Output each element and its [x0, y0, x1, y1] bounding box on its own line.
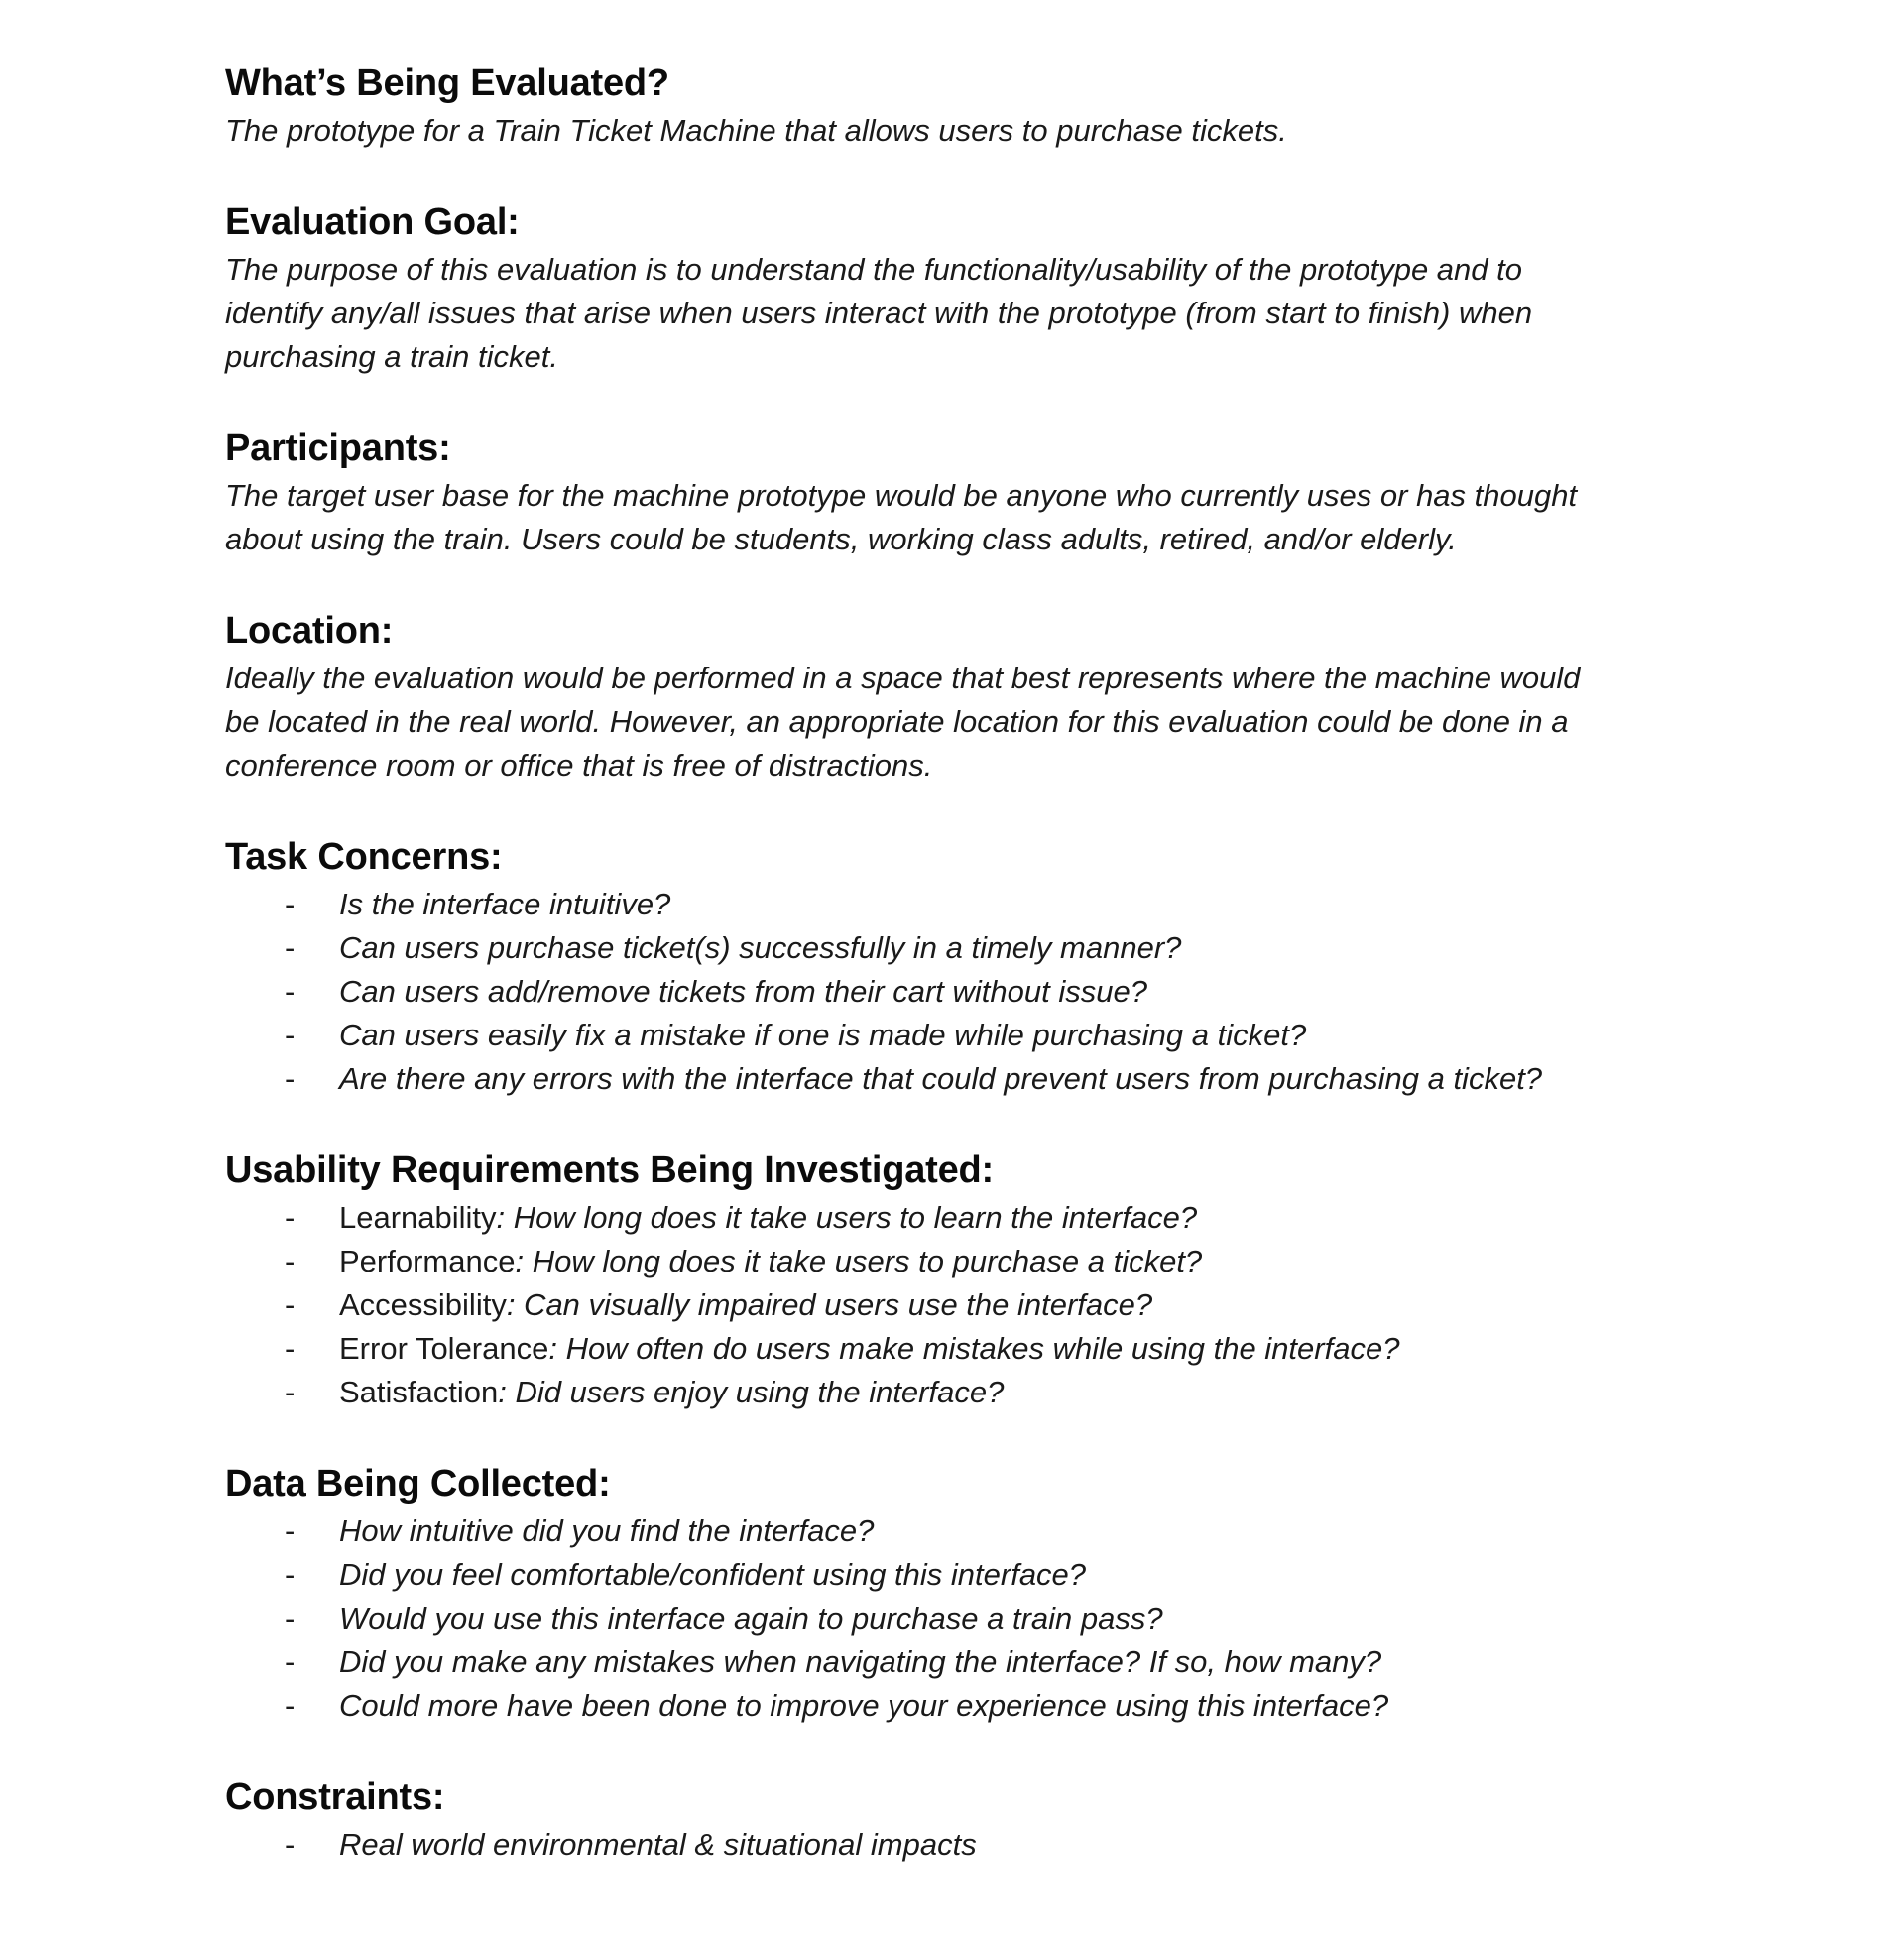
bullet-dash: -	[285, 1200, 296, 1235]
requirement-desc: : Can visually impaired users use the interface?	[506, 1287, 1153, 1322]
list-item	[225, 926, 1713, 970]
list-item	[225, 1327, 1713, 1371]
list-item	[225, 970, 1713, 1014]
heading-usability: Usability Requirements Being Investigated:	[225, 1150, 994, 1191]
list-item	[225, 1640, 1713, 1684]
bullet-dash: -	[285, 1601, 296, 1636]
bullet-dash: -	[285, 887, 296, 921]
bullet-dash: -	[285, 1557, 296, 1592]
requirement-term: Error Tolerance	[339, 1331, 549, 1366]
list-item	[225, 1823, 1713, 1867]
goal-line: purchasing a train ticket.	[225, 339, 559, 374]
bullet-dash: -	[285, 1827, 296, 1862]
location-line: be located in the real world. However, an appropriate location for this evaluation could be done in a	[225, 704, 1569, 739]
bullet-dash: -	[285, 1061, 296, 1096]
requirement-desc: : How long does it take users to purchase a ticket?	[515, 1244, 1203, 1278]
list-item-text: Could more have been done to improve your experience using this interface?	[339, 1688, 1389, 1723]
goal-line: The purpose of this evaluation is to understand the functionality/usability of the prototype and to	[225, 252, 1522, 287]
list-item	[225, 1371, 1713, 1414]
list-item-text: Did you feel comfortable/confident using this interface?	[339, 1557, 1087, 1592]
bullet-dash: -	[285, 1244, 296, 1278]
heading-data-collected: Data Being Collected:	[225, 1463, 611, 1505]
list-item	[225, 1240, 1713, 1283]
section-location	[225, 605, 1713, 788]
requirement-term: Accessibility	[339, 1287, 507, 1322]
usability-list	[225, 1196, 1713, 1414]
requirement-desc: : How long does it take users to learn the interface?	[496, 1200, 1198, 1235]
section-usability	[225, 1145, 1713, 1414]
task-concerns-list	[225, 883, 1713, 1101]
participants-line: about using the train. Users could be students, working class adults, retired, and/or elderly.	[225, 522, 1457, 556]
goal-line: identify any/all issues that arise when users interact with the prototype (from start to finish) when	[225, 296, 1533, 330]
bullet-dash: -	[285, 930, 296, 965]
list-item	[225, 1196, 1713, 1240]
requirement-desc: : Did users enjoy using the interface?	[498, 1375, 1005, 1409]
section-constraints	[225, 1771, 1713, 1867]
heading-goal: Evaluation Goal:	[225, 201, 520, 243]
section-goal	[225, 196, 1713, 379]
list-item-text: Is the interface intuitive?	[339, 887, 671, 921]
data-collected-list	[225, 1510, 1713, 1728]
list-item	[225, 1553, 1713, 1597]
heading-participants: Participants:	[225, 427, 451, 469]
bullet-dash: -	[285, 1375, 296, 1409]
requirement-desc: : How often do users make mistakes while using the interface?	[548, 1331, 1400, 1366]
participants-line: The target user base for the machine prototype would be anyone who currently uses or has thought	[225, 478, 1578, 513]
list-item	[225, 1283, 1713, 1327]
list-item	[225, 883, 1713, 926]
list-item-text: Would you use this interface again to purchase a train pass?	[339, 1601, 1163, 1636]
section-evaluated	[225, 58, 1713, 153]
location-line: conference room or office that is free of distractions.	[225, 748, 933, 783]
heading-constraints: Constraints:	[225, 1776, 445, 1818]
requirement-term: Satisfaction	[339, 1375, 499, 1409]
bullet-dash: -	[285, 1331, 296, 1366]
list-item-text: How intuitive did you find the interface?	[339, 1514, 875, 1548]
bullet-dash: -	[285, 1644, 296, 1679]
section-task-concerns	[225, 831, 1713, 1101]
bullet-dash: -	[285, 974, 296, 1009]
heading-evaluated: What’s Being Evaluated?	[225, 62, 669, 104]
list-item-text: Did you make any mistakes when navigating the interface? If so, how many?	[339, 1644, 1382, 1679]
requirement-term: Learnability	[339, 1200, 497, 1235]
location-line: Ideally the evaluation would be performed in a space that best represents where the machine would	[225, 661, 1581, 695]
list-item	[225, 1597, 1713, 1640]
evaluated-body: The prototype for a Train Ticket Machine that allows users to purchase tickets.	[225, 113, 1287, 148]
list-item-text: Can users add/remove tickets from their cart without issue?	[339, 974, 1147, 1009]
section-participants	[225, 423, 1713, 561]
list-item-text: Can users easily fix a mistake if one is made while purchasing a ticket?	[339, 1018, 1307, 1052]
bullet-dash: -	[285, 1688, 296, 1723]
document-page	[225, 58, 1713, 1867]
list-item	[225, 1014, 1713, 1057]
list-item	[225, 1057, 1713, 1101]
heading-task-concerns: Task Concerns:	[225, 836, 503, 878]
heading-location: Location:	[225, 610, 394, 652]
requirement-term: Performance	[339, 1244, 516, 1278]
constraints-list	[225, 1823, 1713, 1867]
list-item-text: Are there any errors with the interface that could prevent users from purchasing a ticket?	[339, 1061, 1543, 1096]
section-data-collected	[225, 1458, 1713, 1728]
list-item-text: Can users purchase ticket(s) successfully in a timely manner?	[339, 930, 1182, 965]
bullet-dash: -	[285, 1514, 296, 1548]
bullet-dash: -	[285, 1287, 296, 1322]
list-item	[225, 1684, 1713, 1728]
bullet-dash: -	[285, 1018, 296, 1052]
list-item	[225, 1510, 1713, 1553]
list-item-text: Real world environmental & situational impacts	[339, 1827, 977, 1862]
